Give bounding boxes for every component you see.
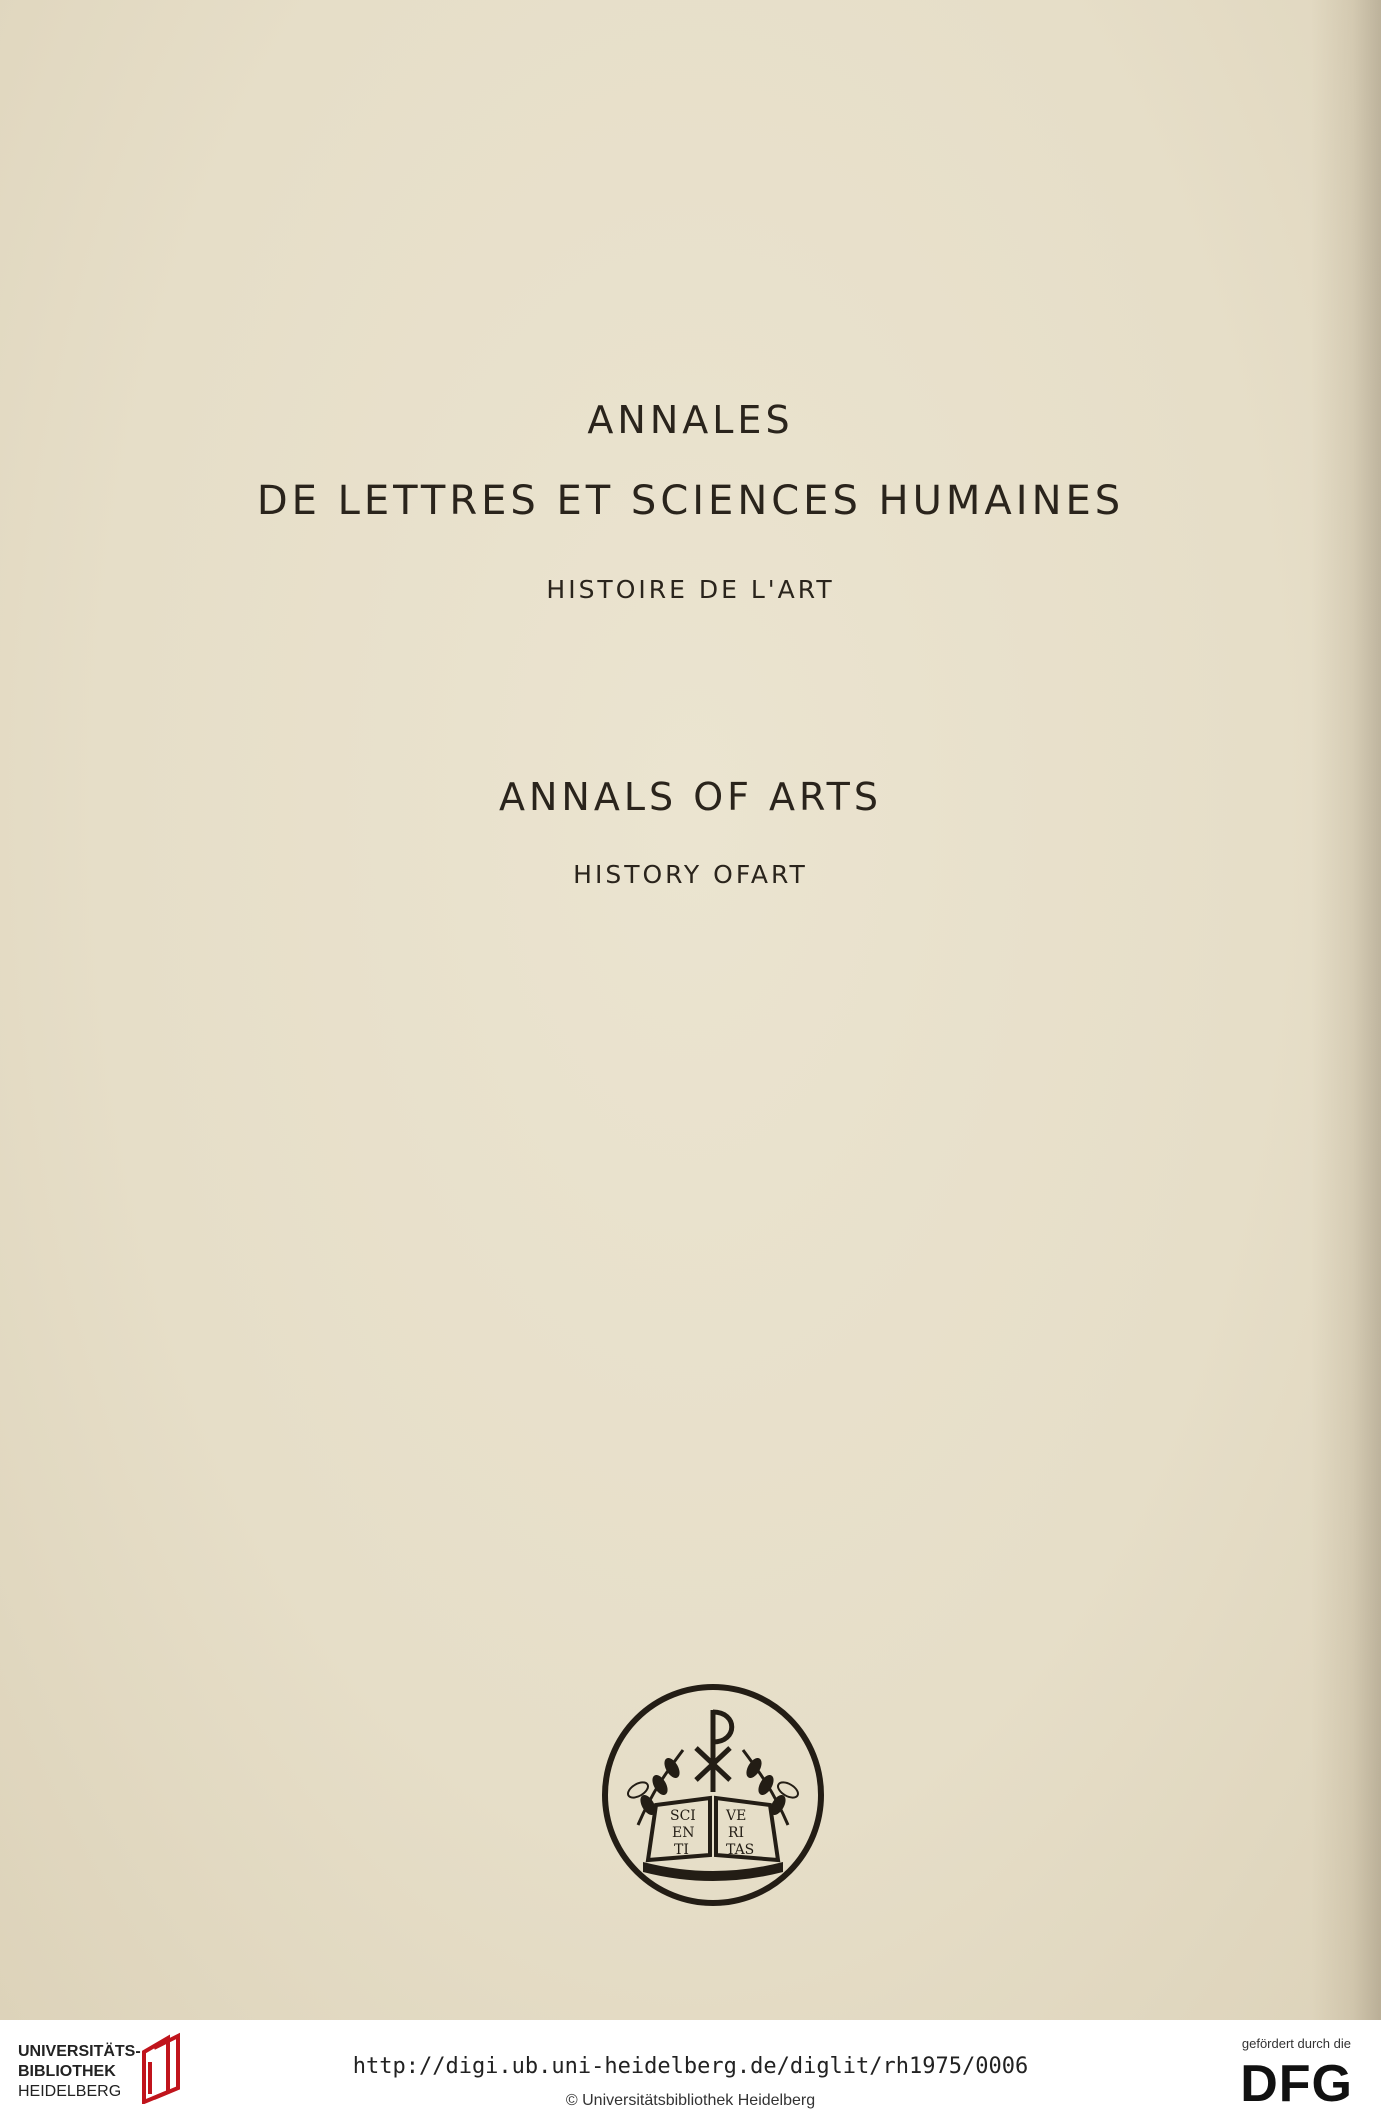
funding-label: gefördert durch die: [1241, 2036, 1351, 2051]
title-annales: ANNALES: [587, 398, 794, 442]
subtitle-histoire: HISTOIRE DE L'ART: [546, 575, 835, 604]
seal-text-5: TI: [674, 1842, 689, 1858]
library-name-line-3: HEIDELBERG: [18, 2083, 122, 2100]
copyright-notice: © Universitätsbibliothek Heidelberg: [565, 2092, 816, 2109]
title-lettres-sciences: DE LETTRES ET SCIENCES HUMAINES: [256, 478, 1125, 524]
seal-text-3: EN: [672, 1825, 695, 1841]
permalink-url[interactable]: http://digi.ub.uni-heidelberg.de/diglit/rh1975/0006: [352, 2054, 1029, 2079]
seal-text-1: SCI: [670, 1808, 696, 1824]
title-annals-of-arts: ANNALS OF ARTS: [498, 775, 883, 819]
seal-text-2: VE: [726, 1808, 747, 1824]
seal-text-6: TAS: [726, 1842, 755, 1858]
seal-text-4: RI: [728, 1825, 745, 1841]
viewer-footer: [0, 2020, 1381, 2118]
dfg-logo: DFG: [1240, 2055, 1353, 2113]
subtitle-history: HISTORY OFART: [573, 860, 808, 889]
library-name-line-2: BIBLIOTHEK: [18, 2063, 116, 2080]
library-name-line-1: UNIVERSITÄTS-: [18, 2043, 141, 2060]
chi-rho-open-book-seal-icon: [598, 1680, 828, 1910]
